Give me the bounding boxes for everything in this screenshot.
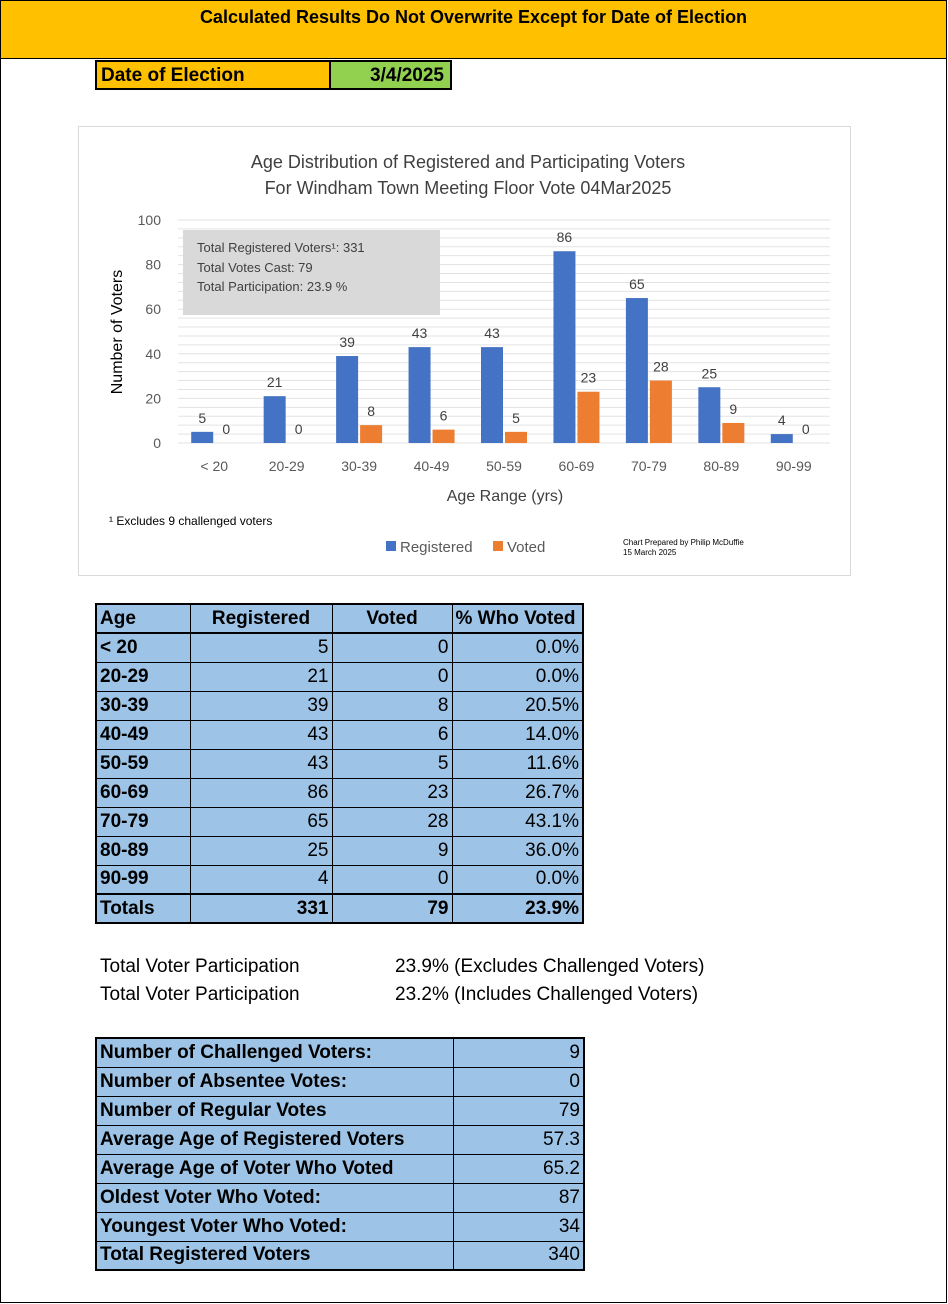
table-row [96,1038,584,1067]
data-label: 86 [556,229,573,246]
pct-voted-cell[interactable]: 11.6% [452,749,583,778]
data-label: 43 [484,325,500,342]
y-axis-ticks [138,212,162,451]
y-tick-label: 20 [145,390,161,407]
voted-cell[interactable]: 0 [332,662,452,691]
stat-label[interactable]: Number of Challenged Voters: [96,1038,453,1067]
age-cell[interactable]: 50-59 [96,749,190,778]
x-tick-label: 40-49 [413,458,450,474]
chart-legend [386,539,545,556]
participation-value[interactable]: 23.9% (Excludes Challenged Voters) [395,956,705,977]
voted-cell[interactable]: 8 [332,691,452,720]
data-label: 43 [411,325,428,342]
x-axis-ticks [200,458,811,474]
y-tick-label: 0 [153,435,161,451]
x-tick-label: 20-29 [268,458,305,474]
stat-label[interactable]: Average Age of Voter Who Voted [96,1154,453,1183]
x-tick-label: 70-79 [630,458,667,474]
table-row [96,1067,584,1096]
bar-voted [360,425,382,443]
pct-voted-cell[interactable]: 36.0% [452,836,583,865]
data-label: 6 [439,407,448,424]
age-table-body [96,633,583,894]
header-pct-voted[interactable]: % Who Voted [452,604,583,633]
age-table-totals-row [96,894,583,923]
table-row [96,865,583,894]
date-of-election-value[interactable]: 3/4/2025 [331,60,452,90]
bar-voted [433,430,455,443]
bar-voted [505,432,527,443]
stat-value[interactable]: 57.3 [453,1125,584,1154]
age-table-header-row [96,604,583,633]
y-axis-label: Number of Voters [109,269,126,395]
age-cell[interactable]: 90-99 [96,865,190,894]
stats-table-body [96,1038,584,1270]
header-title: Calculated Results Do Not Overwrite Except for Date of Election [199,7,748,27]
age-cell[interactable]: 20-29 [96,662,190,691]
bar-registered [698,387,720,443]
bar-registered [336,356,358,443]
stat-label[interactable]: Average Age of Registered Voters [96,1125,453,1154]
table-row [96,1241,584,1270]
data-label: 21 [266,374,283,391]
data-label: 28 [653,358,669,375]
data-label: 0 [222,421,231,437]
stat-value[interactable]: 340 [453,1241,584,1270]
stat-value[interactable]: 34 [453,1212,584,1241]
data-label: 65 [629,276,645,293]
age-cell[interactable]: < 20 [96,633,190,662]
participation-value[interactable]: 23.2% (Includes Challenged Voters) [395,984,699,1005]
bar-voted [577,392,599,443]
registered-cell[interactable]: 21 [190,662,332,691]
y-tick-label: 100 [137,212,161,228]
registered-cell[interactable]: 65 [190,807,332,836]
pct-voted-cell[interactable]: 0.0% [452,633,583,662]
age-cell[interactable]: 80-89 [96,836,190,865]
x-tick-label: 50-59 [486,458,522,474]
pct-voted-cell[interactable]: 26.7% [452,778,583,807]
legend-swatch [386,541,396,551]
age-distribution-chart[interactable] [78,126,851,576]
header-age[interactable]: Age [96,604,190,633]
participation-label[interactable]: Total Voter Participation [100,984,300,1005]
pct-voted-cell[interactable]: 0.0% [452,865,583,894]
participation-label[interactable]: Total Voter Participation [100,956,300,977]
stat-label[interactable]: Number of Regular Votes [96,1096,453,1125]
age-cell[interactable]: 60-69 [96,778,190,807]
table-row [96,691,583,720]
x-tick-label: 30-39 [341,458,378,474]
header-banner[interactable] [1,1,946,59]
age-cell[interactable]: 40-49 [96,720,190,749]
legend-swatch [493,541,503,551]
bar-registered [409,347,431,443]
voted-cell[interactable]: 23 [332,778,452,807]
voted-cell[interactable]: 0 [332,865,452,894]
stat-label[interactable]: Total Registered Voters [96,1241,453,1270]
data-label: 39 [339,334,355,351]
chart-credit-line1: Chart Prepared by Philip McDuffie [623,538,744,547]
data-label: 25 [701,365,718,382]
age-distribution-table [95,603,584,924]
data-label: 5 [198,409,207,426]
bar-registered [771,434,793,443]
annotation-registered: Total Registered Voters¹: 331 [197,240,365,255]
y-tick-label: 40 [145,345,161,362]
bar-registered [264,396,286,443]
totals-voted[interactable]: 79 [332,894,452,923]
annotation-votes-cast: Total Votes Cast: 79 [197,260,313,275]
y-tick-label: 60 [145,301,161,318]
registered-cell[interactable]: 4 [190,865,332,894]
data-label: 23 [580,369,597,386]
bar-registered [191,432,213,443]
voted-cell[interactable]: 0 [332,633,452,662]
header-registered[interactable]: Registered [190,604,332,633]
legend-label: Registered [400,539,473,556]
chart-credit-line2: 15 March 2025 [623,548,677,557]
pct-voted-cell[interactable]: 20.5% [452,691,583,720]
bar-voted [722,423,744,443]
totals-pct[interactable]: 23.9% [452,894,583,923]
voted-cell[interactable]: 28 [332,807,452,836]
data-label: 8 [367,403,376,420]
data-label: 0 [294,421,303,437]
date-of-election-row [95,60,452,90]
stat-label[interactable]: Youngest Voter Who Voted: [96,1212,453,1241]
pct-voted-cell[interactable]: 0.0% [452,662,583,691]
registered-cell[interactable]: 43 [190,720,332,749]
table-row [96,749,583,778]
stat-label[interactable]: Oldest Voter Who Voted: [96,1183,453,1212]
header-voted[interactable]: Voted [332,604,452,633]
annotation-participation: Total Participation: 23.9 % [197,279,348,294]
registered-cell[interactable]: 43 [190,749,332,778]
stat-value[interactable]: 9 [453,1038,584,1067]
stat-value[interactable]: 87 [453,1183,584,1212]
pct-voted-cell[interactable]: 43.1% [452,807,583,836]
x-tick-label: 80-89 [703,458,740,474]
chart-title-line2: For Windham Town Meeting Floor Vote 04Mar2025 [264,178,672,198]
x-axis-label: Age Range (yrs) [446,488,564,505]
table-row [96,778,583,807]
data-label: 9 [729,400,738,417]
table-row [96,1212,584,1241]
totals-label[interactable]: Totals [96,894,190,923]
table-row [96,720,583,749]
age-cell[interactable]: 70-79 [96,807,190,836]
bar-registered [481,347,503,443]
bar-registered [553,251,575,443]
voted-cell[interactable]: 5 [332,749,452,778]
x-tick-label: < 20 [200,458,229,474]
table-row [96,633,583,662]
chart-title-line1: Age Distribution of Registered and Participating Voters [250,152,686,172]
bar-registered [626,298,648,443]
voted-cell[interactable]: 9 [332,836,452,865]
table-row [96,1096,584,1125]
y-tick-label: 80 [145,256,161,273]
table-row [96,807,583,836]
totals-registered[interactable]: 331 [190,894,332,923]
data-label: 4 [777,412,786,429]
date-of-election-label[interactable]: Date of Election [95,60,331,90]
registered-cell[interactable]: 5 [190,633,332,662]
data-label: 0 [801,421,810,437]
data-label: 5 [512,409,520,426]
chart-footnote: ¹ Excludes 9 challenged voters [109,514,273,528]
table-row [96,1125,584,1154]
bar-voted [650,381,672,443]
x-tick-label: 60-69 [558,458,595,474]
registered-cell[interactable]: 25 [190,836,332,865]
registered-cell[interactable]: 39 [190,691,332,720]
table-row [96,836,583,865]
legend-label: Voted [507,539,546,556]
table-row [96,1183,584,1212]
registered-cell[interactable]: 86 [190,778,332,807]
stat-value[interactable]: 79 [453,1096,584,1125]
stat-label[interactable]: Number of Absentee Votes: [96,1067,453,1096]
x-tick-label: 90-99 [775,458,812,474]
pct-voted-cell[interactable]: 14.0% [452,720,583,749]
stat-value[interactable]: 65.2 [453,1154,584,1183]
voted-cell[interactable]: 6 [332,720,452,749]
stat-value[interactable]: 0 [453,1067,584,1096]
table-row [96,662,583,691]
table-row [96,1154,584,1183]
age-cell[interactable]: 30-39 [96,691,190,720]
chart-svg [79,127,850,575]
voter-stats-table [95,1037,585,1271]
